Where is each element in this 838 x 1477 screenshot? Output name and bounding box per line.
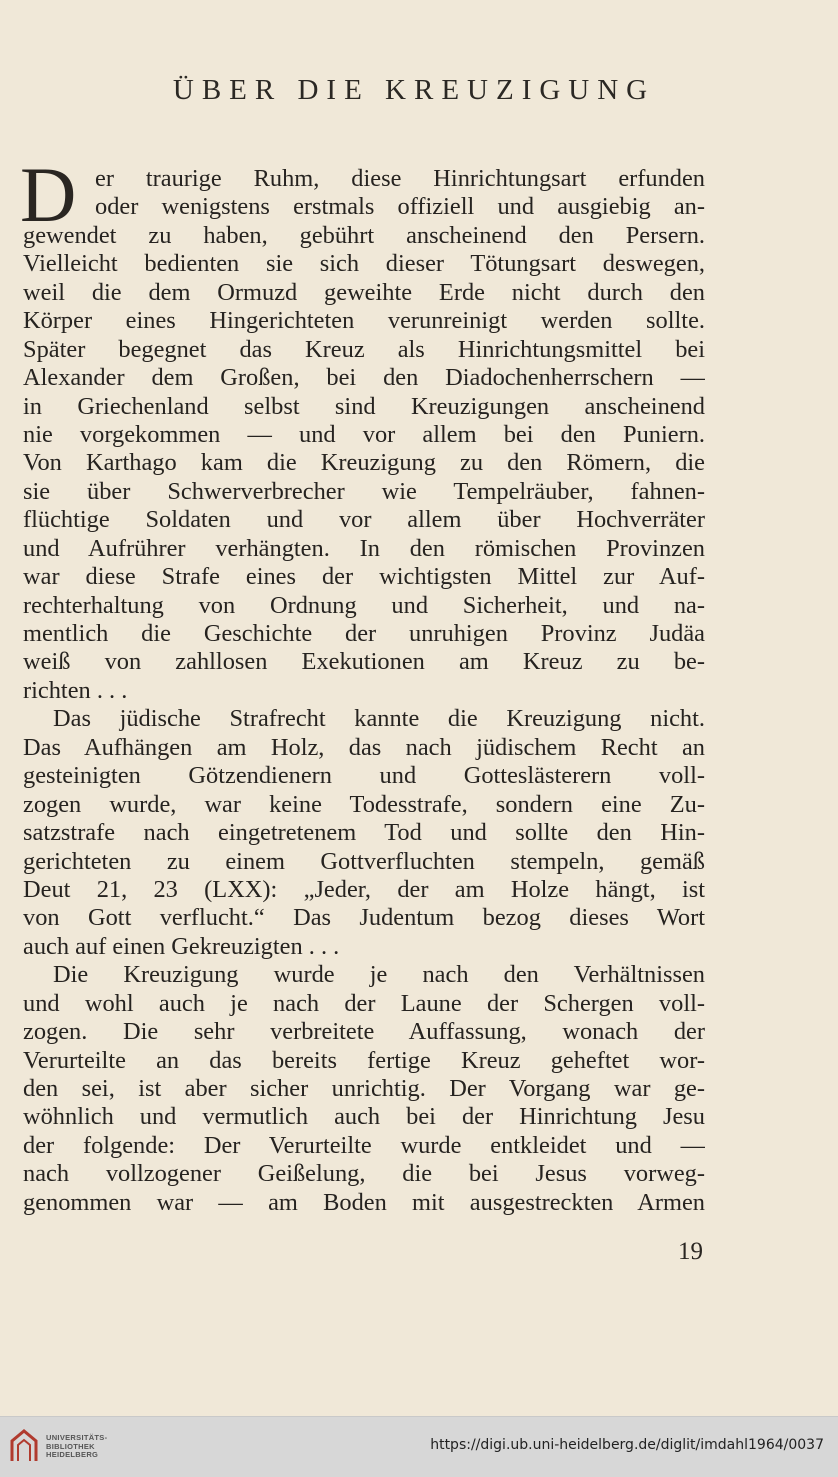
text-line: Alexander dem Großen, bei den Diadochenherrschern — — [23, 364, 705, 392]
drop-cap: D — [20, 151, 77, 238]
text-line: war diese Strafe eines der wichtigsten Mittel zur Auf- — [23, 563, 705, 591]
text-line: von Gott verflucht.“ Das Judentum bezog dieses Wort — [23, 904, 705, 932]
text-line: zogen. Die sehr verbreitete Auffassung, wonach der — [23, 1018, 705, 1046]
text-line: und Aufrührer verhängten. In den römischen Provinzen — [23, 534, 705, 562]
body-text — [23, 165, 705, 1217]
text-line: Verurteilte an das bereits fertige Kreuz geheftet wor- — [23, 1046, 705, 1074]
text-line: wöhnlich und vermutlich auch bei der Hinrichtung Jesu — [23, 1103, 705, 1131]
text-line: gewendet zu haben, gebührt anscheinend den Persern. — [23, 221, 705, 249]
library-logo-icon — [8, 1427, 40, 1463]
text-line: flüchtige Soldaten und vor allem über Hochverräter — [23, 506, 705, 534]
text-line: in Griechenland selbst sind Kreuzigungen anscheinend — [23, 392, 705, 420]
text-line: weil die dem Ormuzd geweihte Erde nicht durch den — [23, 278, 705, 306]
text-line: gesteinigten Götzendienern und Gotteslästerern voll- — [23, 762, 705, 790]
text-line: Deut 21, 23 (LXX): „Jeder, der am Holze hängt, ist — [23, 875, 705, 903]
text-line: Später begegnet das Kreuz als Hinrichtungsmittel bei — [23, 335, 705, 363]
text-line: und wohl auch je nach der Laune der Schergen voll- — [23, 989, 705, 1017]
text-line: gerichteten zu einem Gottverfluchten stempeln, gemäß — [23, 847, 705, 875]
text-line: richten . . . — [23, 676, 128, 704]
text-line: Vielleicht bedienten sie sich dieser Tötungsart deswegen, — [23, 250, 705, 278]
page-number: 19 — [678, 1238, 703, 1265]
viewer-footer — [0, 1416, 838, 1477]
text-line: Körper eines Hingerichteten verunreinigt werden sollte. — [23, 307, 705, 335]
text-line: oder wenigstens erstmals offiziell und ausgiebig an- — [95, 193, 705, 221]
logo-line-2: BIBLIOTHEK — [46, 1441, 95, 1451]
text-line: auch auf einen Gekreuzigten . . . — [23, 932, 340, 960]
text-line: den sei, ist aber sicher unrichtig. Der Vorgang war ge- — [23, 1075, 705, 1102]
text-line: er traurige Ruhm, diese Hinrichtungsart erfunden — [95, 165, 705, 192]
text-line: genommen war — am Boden mit ausgestreckten Armen — [23, 1188, 705, 1216]
text-line: Das Aufhängen am Holz, das nach jüdischem Recht an — [23, 733, 705, 761]
text-line: nie vorgekommen — und vor allem bei den Puniern. — [23, 420, 705, 448]
text-line: Von Karthago kam die Kreuzigung zu den Römern, die — [23, 449, 705, 477]
text-line: satzstrafe nach eingetretenem Tod und sollte den Hin- — [23, 819, 705, 847]
logo-line-1: UNIVERSITÄTS- — [46, 1433, 108, 1442]
text-line: nach vollzogener Geißelung, die bei Jesus vorweg- — [23, 1160, 705, 1188]
source-url-link[interactable]: https://digi.ub.uni-heidelberg.de/diglit/imdahl1964/0037 — [430, 1437, 824, 1453]
text-line: Die Kreuzigung wurde je nach den Verhältnissen — [53, 961, 705, 989]
text-line: Das jüdische Strafrecht kannte die Kreuzigung nicht. — [53, 705, 705, 733]
text-line: sie über Schwerverbrecher wie Tempelräuber, fahnen- — [23, 477, 705, 505]
text-line: der folgende: Der Verurteilte wurde entkleidet und — — [23, 1131, 705, 1159]
logo-line-3: HEIDELBERG — [46, 1450, 99, 1459]
text-line: rechterhaltung von Ordnung und Sicherheit, und na- — [23, 591, 705, 619]
text-line: mentlich die Geschichte der unruhigen Provinz Judäa — [23, 620, 705, 647]
text-line: weiß von zahllosen Exekutionen am Kreuz zu be- — [23, 648, 705, 676]
library-logo-text — [46, 1434, 107, 1460]
chapter-heading-text: ÜBER DIE KREUZIGUNG — [172, 74, 656, 106]
text-line: zogen wurde, war keine Todesstrafe, sondern eine Zu- — [23, 790, 705, 818]
chapter-heading — [0, 74, 838, 107]
